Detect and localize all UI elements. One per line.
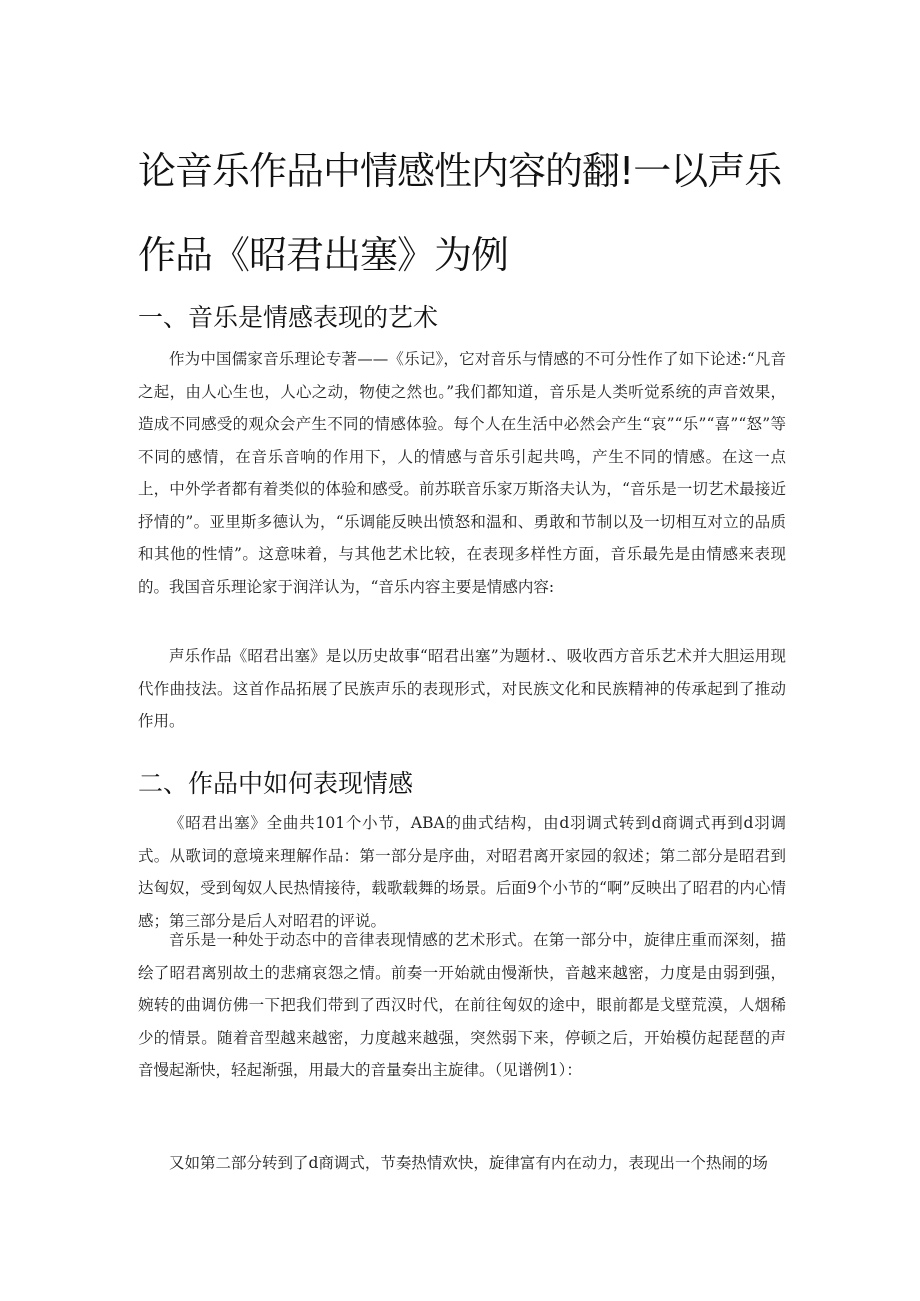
document-title-line-1: 论音乐作品中情感性内容的翻!一以声乐 <box>138 149 782 193</box>
section-2-paragraph-1: 《昭君出塞》全曲共101个小节，ABA的曲式结构，由d羽调式转到d商调式再到d羽调式。从歌词的意境来理解作品：第一部分是序曲，对昭君离开家园的叙述；第二部分是昭君到达匈奴，受到匈奴人民热情接待，载歌载舞的场景。后面9个小节的“啊”反映出了昭君的内心情感；第三部分是后人对昭君的评说。 <box>138 814 786 930</box>
section-2-paragraph-2: 音乐是一种处于动态中的音律表现情感的艺术形式。在第一部分中，旋律庄重而深刻，描绘了昭君离别故土的悲痛哀怨之情。前奏一开始就由慢渐快，音越来越密，力度是由弱到强，婉转的曲调仿佛一下把我们带到了西汉时代，在前往匈奴的途中，眼前都是戈壁荒漠，人烟稀少的情景。随着音型越来越密，力度越来越强，突然弱下来，停顿之后，开始模仿起琵琶的声音慢起渐快，轻起渐强，用最大的音量奏出主旋律。（见谱例1）： <box>138 931 786 1079</box>
section-2-paragraph-3: 又如第二部分转到了d商调式，节奏热情欢快，旋律富有内在动力，表现出一个热闹的场 <box>169 1154 768 1172</box>
document-title-line-2: 作品《昭君出塞》为例 <box>138 233 509 277</box>
section-1-paragraph-1: 作为中国儒家音乐理论专著——《乐记》，它对音乐与情感的不可分性作了如下论述:“凡音之起，由人心生也，人心之动，物使之然也。”我们都知道，音乐是人类听觉系统的声音效果，造成不同感受的观众会产生不同的情感体验。每个人在生活中必然会产生“哀”“乐”“喜”“怒”等不同的感情，在音乐音响的作用下，人的情感与音乐引起共鸣，产生不同的情感。在这一点上，中外学者都有着类似的体验和感受。前苏联音乐家万斯洛夫认为，“音乐是一切艺术最接近抒情的”。亚里斯多德认为，“乐调能反映出愤怒和温和、勇敢和节制以及一切相互对立的品质和其他的性情”。这意味着，与其他艺术比较，在表现多样性方面，音乐最先是由情感来表现的。我国音乐理论家于润洋认为，“音乐内容主要是情感内容: <box>138 350 786 596</box>
section-1-heading: 一、音乐是情感表现的艺术 <box>138 303 439 332</box>
section-2-heading: 二、作品中如何表现情感 <box>138 769 414 798</box>
section-1-paragraph-2: 声乐作品《昭君出塞》是以历史故事“昭君出塞”为题材.、吸收西方音乐艺术并大胆运用现代作曲技法。这首作品拓展了民族声乐的表现形式，对民族文化和民族精神的传承起到了推动作用。 <box>138 647 786 730</box>
